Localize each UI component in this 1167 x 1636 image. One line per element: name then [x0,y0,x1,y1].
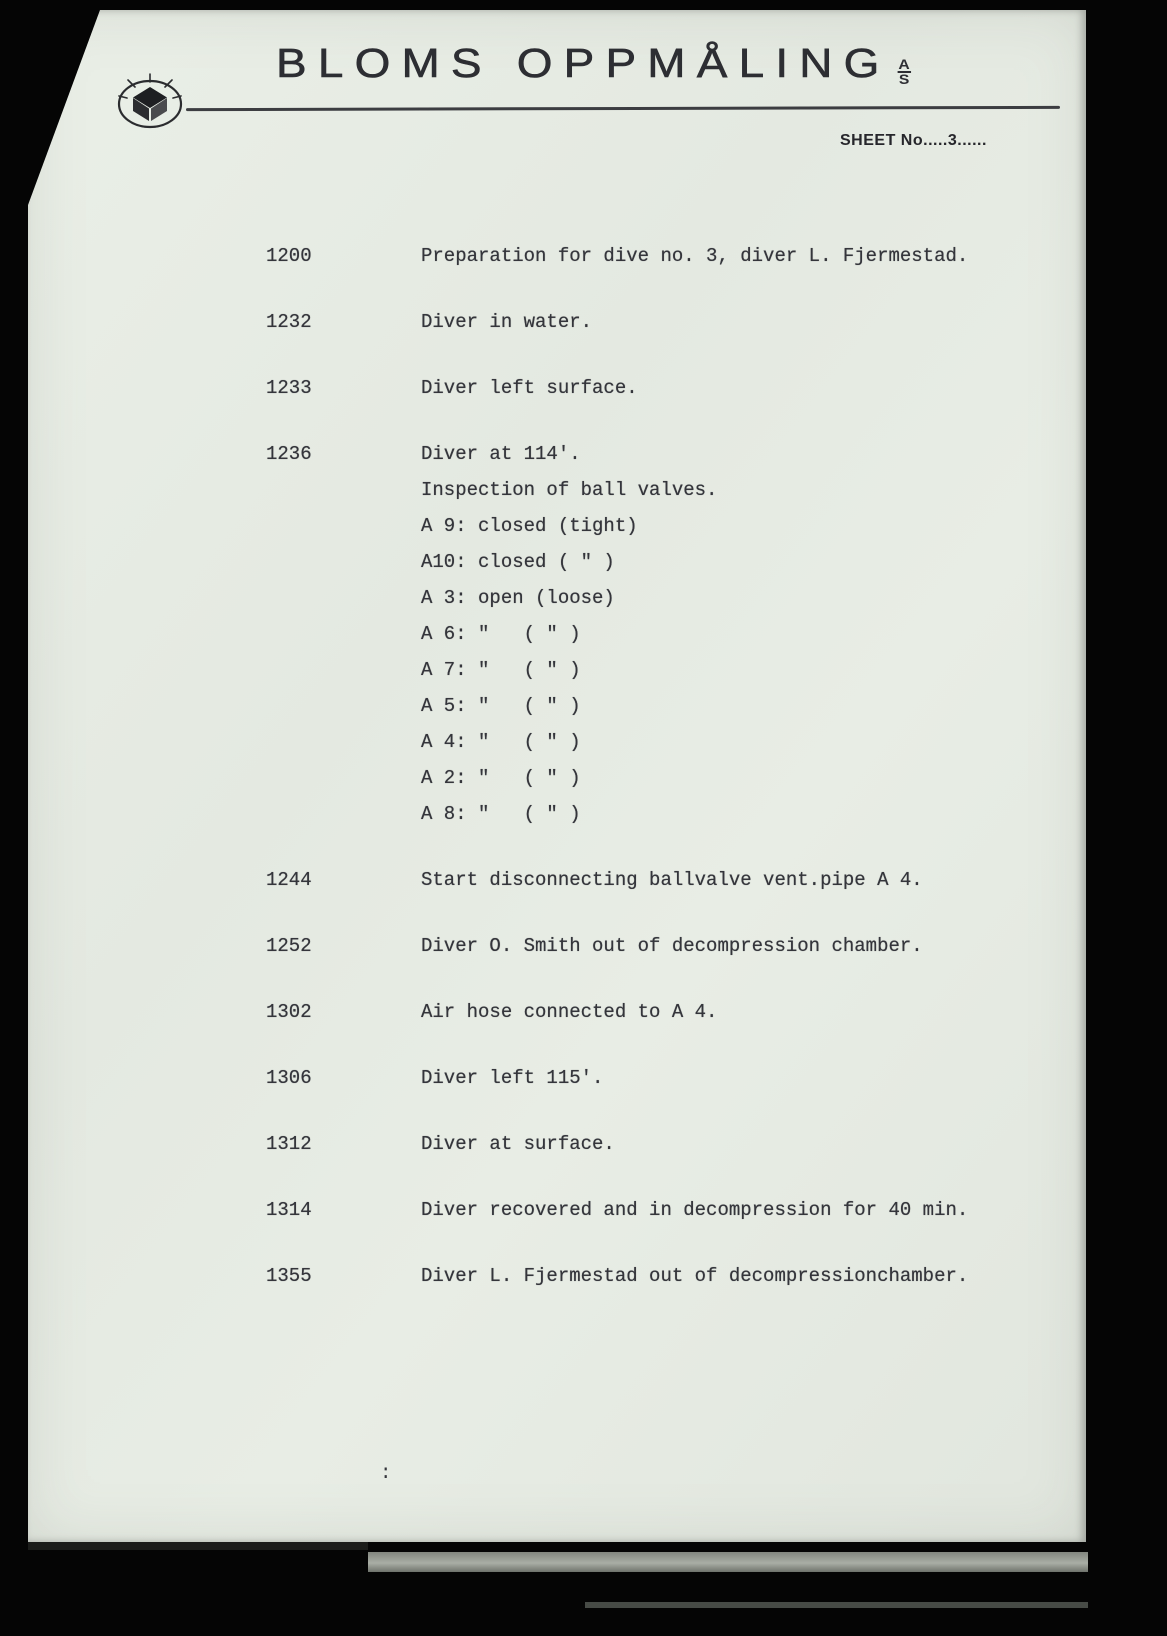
log-entry-text [421,304,1050,340]
log-entry-line: Diver L. Fjermestad out of decompressionchamber. [421,1265,969,1287]
scan-artifact-strip [368,1552,1088,1572]
log-entry-line: A 3: open (loose) [421,587,615,609]
log-entry-line: A 2: " ( " ) [421,767,581,789]
log-entry [266,994,1050,1030]
company-name: BLOMS OPPMÅLING [276,40,891,86]
company-title [276,40,911,94]
scan-artifact-strip [585,1602,1088,1608]
log-entry [266,1258,1050,1294]
log-entry-line: Diver left 115'. [421,1067,604,1089]
log-entry-time: 1306 [266,1067,312,1089]
log-entry-text [421,436,1050,832]
log-entry-time: 1232 [266,311,312,333]
log-entry-line: Inspection of ball valves. [421,479,718,501]
log-entry-line: Diver at surface. [421,1133,615,1155]
log-entry-time: 1200 [266,245,312,267]
log-entry-line: A 9: closed (tight) [421,515,638,537]
log-entry-line: A 7: " ( " ) [421,659,581,681]
log-entry-time: 1302 [266,1001,312,1023]
log-entry [266,304,1050,340]
log-entry-time: 1233 [266,377,312,399]
log-entry-text [421,862,1050,898]
letterhead-rule [186,106,1060,111]
log-entry [266,928,1050,964]
log-entry-line: Diver O. Smith out of decompression chamber. [421,935,923,957]
sheet-number-label: SHEET No. [840,132,929,149]
company-suffix-a: A [898,56,910,72]
log-entry-line: Diver left surface. [421,377,638,399]
log-entry-text [421,370,1050,406]
log-entry-line: Diver in water. [421,311,593,333]
log-entry-time: 1252 [266,935,312,957]
log-entry [266,1126,1050,1162]
log-entry-text [421,1060,1050,1096]
log-entry-text [421,994,1050,1030]
log-entry [266,238,1050,274]
log-entry-line: Air hose connected to A 4. [421,1001,718,1023]
log-entry-line: A 6: " ( " ) [421,623,581,645]
log-entry-time: 1314 [266,1199,312,1221]
log-entry [266,1192,1050,1228]
company-logo-icon [108,66,192,136]
company-suffix-s: S [898,71,910,87]
log-entry-time: 1355 [266,1265,312,1287]
sheet-number [840,132,987,150]
sheet-number-value: ....3...... [928,132,987,149]
log-entry-text [421,1126,1050,1162]
log-entry-text [421,238,1050,274]
log-entry-text [421,928,1050,964]
stray-typed-mark: : [380,1462,392,1484]
log-entry [266,862,1050,898]
log-entry-time: 1244 [266,869,312,891]
log-entry-line: Diver recovered and in decompression for 40 min. [421,1199,969,1221]
log-entry-line: Diver at 114'. [421,443,581,465]
document-page [28,10,1086,1542]
log-entry-time: 1236 [266,443,312,465]
company-suffix [897,58,911,86]
log-entry [266,370,1050,406]
log-entry-line: Preparation for dive no. 3, diver L. Fjermestad. [421,245,969,267]
log-entry-line: A10: closed ( " ) [421,551,615,573]
log-entries [266,238,1050,1324]
log-entry-line: A 5: " ( " ) [421,695,581,717]
log-entry [266,436,1050,832]
log-entry [266,1060,1050,1096]
log-entry-text [421,1192,1050,1228]
log-entry-text [421,1258,1050,1294]
log-entry-time: 1312 [266,1133,312,1155]
scan-artifact-strip [28,1542,368,1550]
log-entry-line: A 4: " ( " ) [421,731,581,753]
log-entry-line: A 8: " ( " ) [421,803,581,825]
log-entry-line: Start disconnecting ballvalve vent.pipe A 4. [421,869,923,891]
